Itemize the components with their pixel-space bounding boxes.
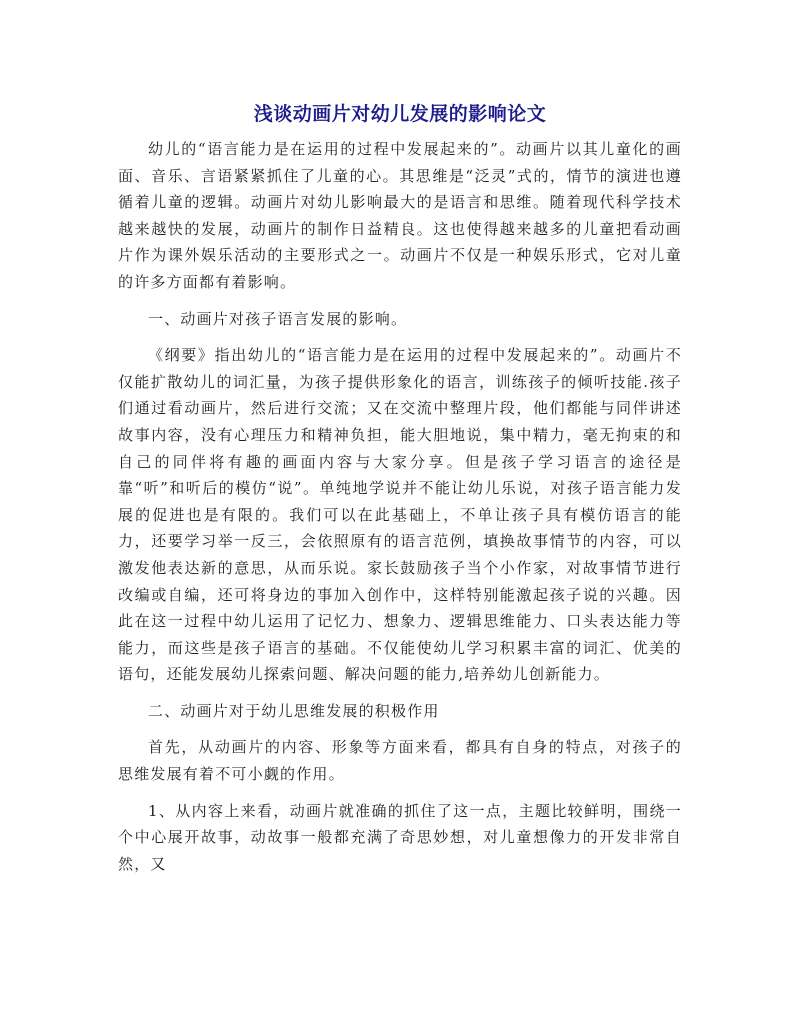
paragraph-thinking-intro: 首先，从动画片的内容、形象等方面来看，都具有自身的特点，对孩子的思维发展有着不可小觑的作用。 [118,738,682,784]
paragraph-intro: 幼儿的“语言能力是在运用的过程中发展起来的”。动画片以其儿童化的画面、音乐、言语紧紧抓住了儿童的心。其思维是“泛灵”式的，情节的演进也遵循着儿童的逻辑。动画片对幼儿影响最大的是语言和思维。随着现代科学技术越来越快的发展，动画片的制作日益精良。这也使得越来越多的儿童把看动画片作为课外娱乐活动的主要形式之一。动画片不仅是一种娱乐形式，它对儿童的许多方面都有着影响。 [118,140,682,291]
section-heading-language: 一、动画片对孩子语言发展的影响。 [148,309,408,328]
paragraph-language: 《纲要》指出幼儿的“语言能力是在运用的过程中发展起来的”。动画片不仅能扩散幼儿的词汇量，为孩子提供形象化的语言，训练孩子的倾听技能.孩子们通过看动画片，然后进行交流；又在交流中整理片段，他们都能与同伴讲述故事内容，没有心理压力和精神负担，能大胆地说，集中精力，毫无拘束的和自己的同伴将有趣的画面内容与大家分享。但是孩子学习语言的途径是靠“听”和听后的模仿“说”。单纯地学说并不能让幼儿乐说，对孩子语言能力发展的促进也是有限的。我们可以在此基础上，不单让孩子具有模仿语言的能力，还要学习举一反三，会依照原有的语言范例，填换故事情节的内容，可以激发他表达新的意思，从而乐说。家长鼓励孩子当个小作家，对故事情节进行改编或自编，还可将身边的事加入创作中，这样特别能激起孩子说的兴趣。因此在这一过程中幼儿运用了记忆力、想象力、逻辑思维能力、口头表达能力等能力，而这些是孩子语言的基础。不仅能使幼儿学习积累丰富的词汇、优美的语句，还能发展幼儿探索问题、解决问题的能力,培养幼儿创新能力。 [118,346,682,684]
section-heading-thinking: 二、动画片对于幼儿思维发展的积极作用 [148,701,440,720]
paragraph-thinking-content: 1、从内容上来看，动画片就准确的抓住了这一点，主题比较鲜明，围绕一个中心展开故事，动故事一般都充满了奇思妙想，对儿童想像力的开发非常自然，又 [118,801,682,873]
document-body [118,136,682,887]
document-title: 浅谈动画片对幼儿发展的影响论文 [253,103,547,125]
